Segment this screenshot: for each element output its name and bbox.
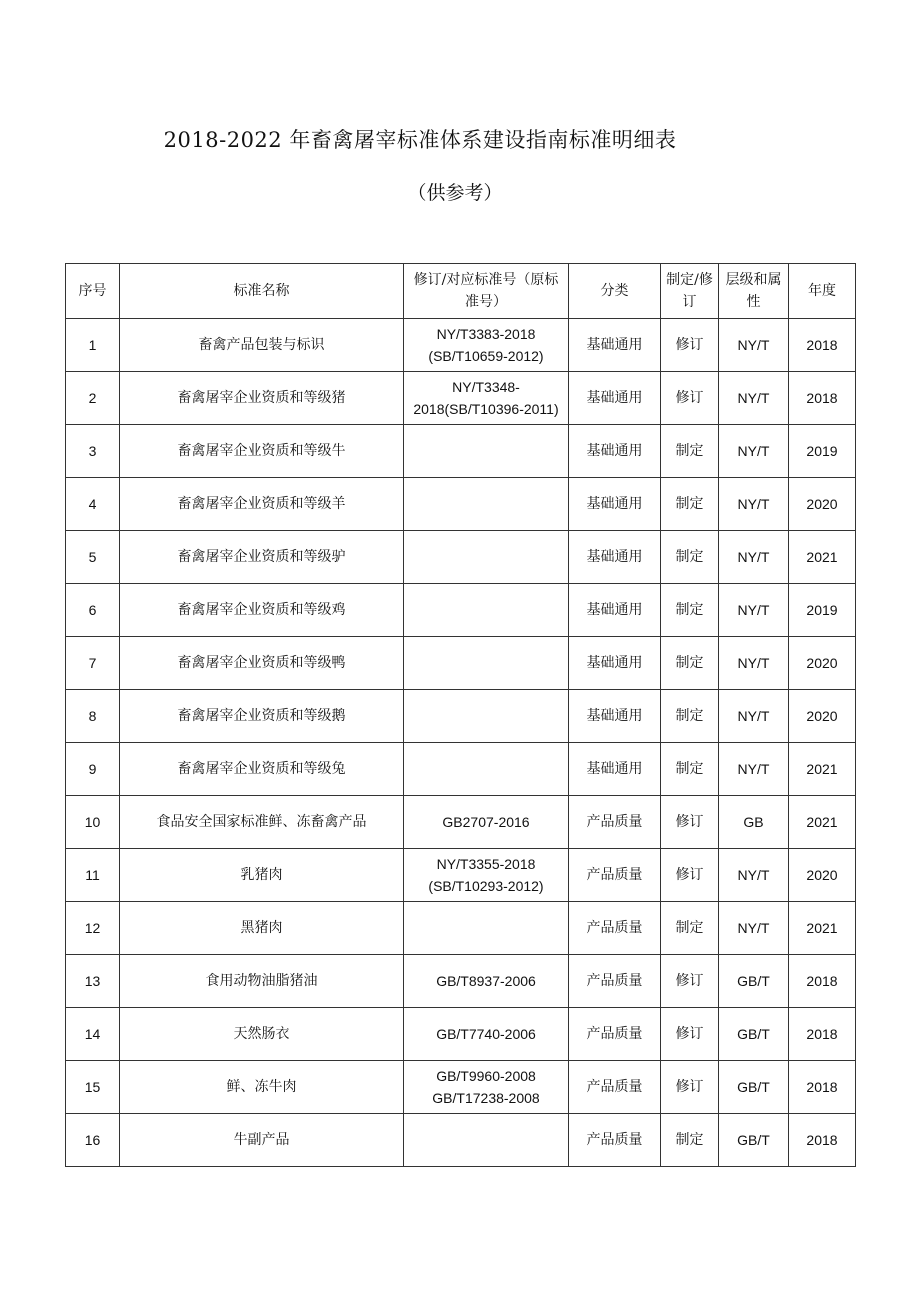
row-category: 基础通用: [569, 584, 661, 637]
row-category: 基础通用: [569, 690, 661, 743]
row-level: NY/T: [719, 849, 789, 902]
row-category: 基础通用: [569, 531, 661, 584]
row-level: GB: [719, 796, 789, 849]
row-level: NY/T: [719, 531, 789, 584]
table-row: [66, 531, 856, 584]
row-name: 食品安全国家标准鲜、冻畜禽产品: [120, 796, 404, 849]
row-level: NY/T: [719, 637, 789, 690]
row-level: NY/T: [719, 584, 789, 637]
row-code: [404, 743, 569, 796]
row-type: 修订: [661, 849, 719, 902]
table-row: [66, 1114, 856, 1167]
row-level: GB/T: [719, 1008, 789, 1061]
row-code: NY/T3355-2018 (SB/T10293-2012): [404, 849, 569, 902]
row-level: NY/T: [719, 743, 789, 796]
row-year: 2018: [789, 1114, 856, 1167]
row-type: 制定: [661, 478, 719, 531]
page-title: 2018-2022 年畜禽屠宰标准体系建设指南标准明细表: [163, 128, 677, 152]
row-category: 产品质量: [569, 902, 661, 955]
row-year: 2020: [789, 478, 856, 531]
row-year: 2019: [789, 584, 856, 637]
row-name: 鲜、冻牛肉: [120, 1061, 404, 1114]
table-row: [66, 372, 856, 425]
row-name: 畜禽屠宰企业资质和等级鹅: [120, 690, 404, 743]
row-level: NY/T: [719, 690, 789, 743]
row-year: 2018: [789, 319, 856, 372]
row-type: 制定: [661, 743, 719, 796]
table-row: [66, 637, 856, 690]
row-year: 2018: [789, 1008, 856, 1061]
row-index: 2: [66, 372, 120, 425]
col-header-type: 制定/修订: [661, 264, 719, 319]
row-category: 产品质量: [569, 849, 661, 902]
row-category: 基础通用: [569, 743, 661, 796]
row-code: GB/T7740-2006: [404, 1008, 569, 1061]
row-code: NY/T3348-2018(SB/T10396-2011): [404, 372, 569, 425]
row-name: 牛副产品: [120, 1114, 404, 1167]
row-name: 畜禽屠宰企业资质和等级鸡: [120, 584, 404, 637]
row-code: [404, 637, 569, 690]
page-subtitle: （供参考）: [407, 182, 503, 204]
table-row: [66, 849, 856, 902]
row-category: 产品质量: [569, 796, 661, 849]
row-name: 食用动物油脂猪油: [120, 955, 404, 1008]
row-code: [404, 531, 569, 584]
row-year: 2018: [789, 1061, 856, 1114]
row-code: GB/T8937-2006: [404, 955, 569, 1008]
col-header-level: 层级和属性: [719, 264, 789, 319]
row-type: 修订: [661, 1061, 719, 1114]
row-name: 畜禽产品包装与标识: [120, 319, 404, 372]
row-level: NY/T: [719, 425, 789, 478]
row-name: 畜禽屠宰企业资质和等级鸭: [120, 637, 404, 690]
row-name: 畜禽屠宰企业资质和等级驴: [120, 531, 404, 584]
row-year: 2021: [789, 902, 856, 955]
table-row: [66, 1008, 856, 1061]
row-name: 畜禽屠宰企业资质和等级猪: [120, 372, 404, 425]
table-row: [66, 902, 856, 955]
row-index: 7: [66, 637, 120, 690]
row-type: 修订: [661, 955, 719, 1008]
row-year: 2020: [789, 849, 856, 902]
row-type: 制定: [661, 531, 719, 584]
row-type: 修订: [661, 796, 719, 849]
table-row: [66, 796, 856, 849]
row-index: 12: [66, 902, 120, 955]
row-code: GB/T9960-2008 GB/T17238-2008: [404, 1061, 569, 1114]
row-code: [404, 1114, 569, 1167]
row-year: 2020: [789, 690, 856, 743]
row-category: 产品质量: [569, 1008, 661, 1061]
row-type: 修订: [661, 1008, 719, 1061]
row-category: 基础通用: [569, 478, 661, 531]
table-row: [66, 690, 856, 743]
col-header-code: 修订/对应标准号（原标准号）: [404, 264, 569, 319]
standards-table: [65, 263, 856, 1167]
row-type: 修订: [661, 319, 719, 372]
row-index: 6: [66, 584, 120, 637]
row-index: 4: [66, 478, 120, 531]
col-header-year: 年度: [789, 264, 856, 319]
row-index: 10: [66, 796, 120, 849]
row-code: [404, 690, 569, 743]
table-row: [66, 955, 856, 1008]
row-index: 3: [66, 425, 120, 478]
row-name: 畜禽屠宰企业资质和等级羊: [120, 478, 404, 531]
row-type: 制定: [661, 637, 719, 690]
row-type: 制定: [661, 584, 719, 637]
table-row: [66, 743, 856, 796]
col-header-name: 标准名称: [120, 264, 404, 319]
table-row: [66, 1061, 856, 1114]
row-category: 基础通用: [569, 425, 661, 478]
table-row: [66, 319, 856, 372]
row-level: GB/T: [719, 955, 789, 1008]
row-type: 制定: [661, 425, 719, 478]
col-header-index: 序号: [66, 264, 120, 319]
row-category: 产品质量: [569, 955, 661, 1008]
row-year: 2021: [789, 796, 856, 849]
row-type: 制定: [661, 690, 719, 743]
col-header-category: 分类: [569, 264, 661, 319]
row-category: 基础通用: [569, 319, 661, 372]
row-type: 制定: [661, 902, 719, 955]
row-name: 黑猪肉: [120, 902, 404, 955]
row-level: GB/T: [719, 1114, 789, 1167]
row-index: 13: [66, 955, 120, 1008]
row-code: GB2707-2016: [404, 796, 569, 849]
row-year: 2019: [789, 425, 856, 478]
row-category: 基础通用: [569, 637, 661, 690]
row-level: NY/T: [719, 319, 789, 372]
row-index: 1: [66, 319, 120, 372]
row-name: 畜禽屠宰企业资质和等级兔: [120, 743, 404, 796]
row-name: 天然肠衣: [120, 1008, 404, 1061]
row-year: 2018: [789, 955, 856, 1008]
row-code: [404, 425, 569, 478]
row-year: 2021: [789, 531, 856, 584]
row-index: 15: [66, 1061, 120, 1114]
row-level: NY/T: [719, 372, 789, 425]
row-index: 14: [66, 1008, 120, 1061]
row-type: 修订: [661, 372, 719, 425]
row-category: 产品质量: [569, 1061, 661, 1114]
row-code: [404, 478, 569, 531]
row-category: 产品质量: [569, 1114, 661, 1167]
row-year: 2018: [789, 372, 856, 425]
row-index: 11: [66, 849, 120, 902]
table-header-row: [66, 264, 856, 319]
row-code: NY/T3383-2018 (SB/T10659-2012): [404, 319, 569, 372]
row-name: 畜禽屠宰企业资质和等级牛: [120, 425, 404, 478]
row-category: 基础通用: [569, 372, 661, 425]
row-index: 8: [66, 690, 120, 743]
row-year: 2020: [789, 637, 856, 690]
table-row: [66, 478, 856, 531]
row-type: 制定: [661, 1114, 719, 1167]
row-index: 5: [66, 531, 120, 584]
table-row: [66, 425, 856, 478]
row-level: NY/T: [719, 478, 789, 531]
row-code: [404, 902, 569, 955]
row-code: [404, 584, 569, 637]
row-level: NY/T: [719, 902, 789, 955]
row-year: 2021: [789, 743, 856, 796]
row-index: 9: [66, 743, 120, 796]
row-index: 16: [66, 1114, 120, 1167]
row-level: GB/T: [719, 1061, 789, 1114]
row-name: 乳猪肉: [120, 849, 404, 902]
table-row: [66, 584, 856, 637]
